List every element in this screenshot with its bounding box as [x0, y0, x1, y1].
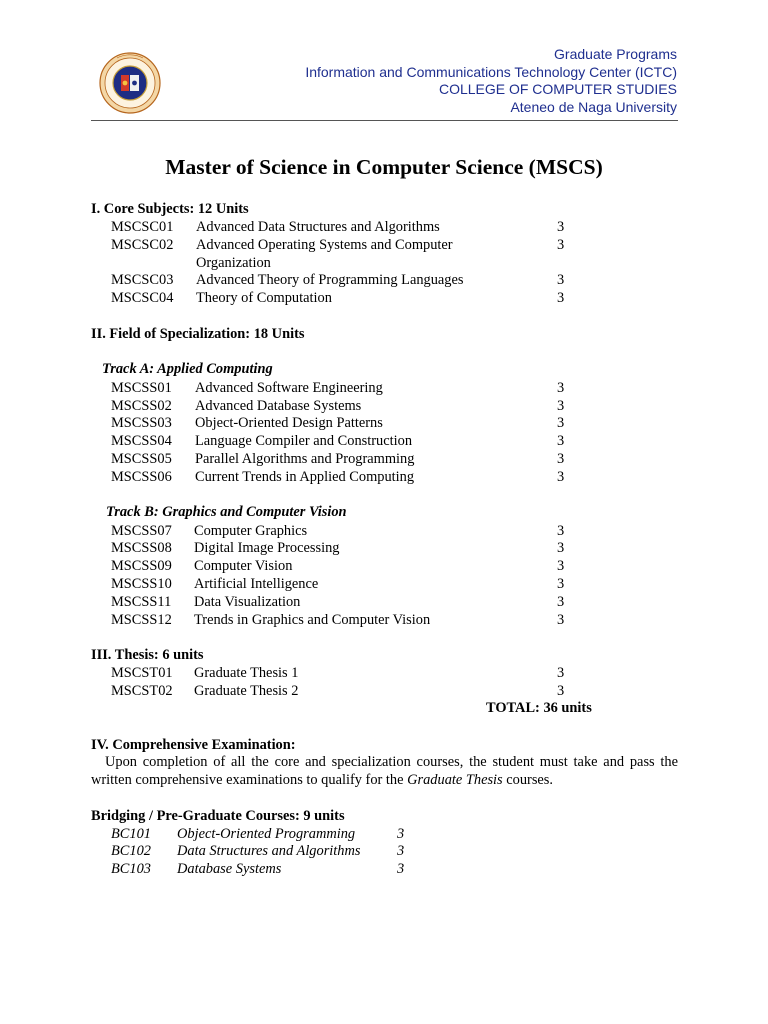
course-code: MSCSS10	[111, 576, 172, 592]
course-name: Computer Graphics	[194, 523, 308, 539]
comprehensive-text-part1: Upon completion of all the core and specialization courses, the student must take and pass the written comprehensive examinations to qualify for the	[91, 754, 678, 788]
course-name: Advanced Software Engineering	[195, 380, 383, 396]
course-units: 3	[557, 540, 565, 556]
course-units: 3	[397, 843, 405, 859]
course-units: 3	[557, 433, 565, 449]
course-units: 3	[557, 683, 565, 699]
course-units: 3	[557, 237, 565, 253]
course-name: Advanced Theory of Programming Languages	[196, 272, 464, 288]
course-name: Current Trends in Applied Computing	[195, 469, 415, 485]
course-code: BC101	[111, 826, 151, 842]
course-name-line2: Organization	[196, 255, 271, 271]
course-units: 3	[557, 612, 565, 628]
course-code: MSCST02	[111, 683, 173, 699]
course-units: 3	[557, 469, 565, 485]
course-code: MSCSC02	[111, 237, 174, 253]
course-units: 3	[557, 576, 565, 592]
course-units: 3	[397, 826, 405, 842]
course-units: 3	[557, 290, 565, 306]
course-code: MSCSS04	[111, 433, 172, 449]
course-code: MSCSS12	[111, 612, 172, 628]
course-name: Digital Image Processing	[194, 540, 340, 556]
course-name: Computer Vision	[194, 558, 293, 574]
course-units: 3	[557, 523, 565, 539]
course-units: 3	[397, 861, 405, 877]
comprehensive-text-part2: courses.	[502, 771, 554, 788]
track-a-heading: Track A: Applied Computing	[102, 361, 273, 377]
header-divider	[91, 120, 678, 121]
header-line-programs: Graduate Programs	[554, 46, 677, 62]
course-units: 3	[557, 398, 565, 414]
course-code: MSCSS02	[111, 398, 172, 414]
document-title: Master of Science in Computer Science (MSCS)	[165, 155, 603, 179]
section-heading-bridging: Bridging / Pre-Graduate Courses: 9 units	[91, 808, 345, 824]
header-line-ictc: Information and Communications Technology Center (ICTC)	[305, 63, 677, 80]
course-code: MSCSC04	[111, 290, 174, 306]
course-code: BC102	[111, 843, 151, 859]
course-name: Advanced Operating Systems and Computer	[196, 237, 453, 253]
course-name: Graduate Thesis 2	[194, 683, 299, 699]
course-units: 3	[557, 380, 565, 396]
course-units: 3	[557, 272, 565, 288]
course-units: 3	[557, 451, 565, 467]
course-units: 3	[557, 415, 565, 431]
course-code: MSCSS09	[111, 558, 172, 574]
track-b-heading: Track B: Graphics and Computer Vision	[106, 504, 347, 520]
institution-header	[305, 46, 677, 116]
course-name: Advanced Data Structures and Algorithms	[196, 219, 440, 235]
course-code: MSCST01	[111, 665, 173, 681]
header-line-university: Ateneo de Naga University	[510, 98, 677, 115]
section-heading-thesis: III. Thesis: 6 units	[91, 647, 204, 663]
course-units: 3	[557, 594, 565, 610]
course-code: MSCSC01	[111, 219, 174, 235]
total-units: TOTAL: 36 units	[486, 700, 592, 716]
course-code: MSCSS01	[111, 380, 172, 396]
course-name: Object-Oriented Design Patterns	[195, 415, 383, 431]
course-name: Database Systems	[177, 861, 282, 877]
course-code: MSCSS05	[111, 451, 172, 467]
course-name: Artificial Intelligence	[194, 576, 319, 592]
course-name: Language Compiler and Construction	[195, 433, 413, 449]
course-code: BC103	[111, 861, 151, 877]
course-units: 3	[557, 558, 565, 574]
course-code: MSCSS07	[111, 523, 172, 539]
comprehensive-paragraph	[91, 754, 678, 790]
course-name: Theory of Computation	[196, 290, 332, 306]
section-heading-comprehensive: IV. Comprehensive Examination:	[91, 737, 296, 753]
course-name: Object-Oriented Programming	[177, 826, 356, 842]
section-heading-specialization: II. Field of Specialization: 18 Units	[91, 326, 305, 342]
course-code: MSCSC03	[111, 272, 174, 288]
course-name: Data Structures and Algorithms	[177, 843, 361, 859]
comprehensive-text-emphasis: Graduate Thesis	[407, 771, 503, 788]
course-name: Parallel Algorithms and Programming	[195, 451, 415, 467]
course-code: MSCSS06	[111, 469, 172, 485]
course-name: Advanced Database Systems	[195, 398, 362, 414]
course-code: MSCSS08	[111, 540, 172, 556]
course-code: MSCSS11	[111, 594, 172, 610]
section-heading-core: I. Core Subjects: 12 Units	[91, 201, 249, 217]
course-code: MSCSS03	[111, 415, 172, 431]
course-name: Graduate Thesis 1	[194, 665, 299, 681]
course-name: Trends in Graphics and Computer Vision	[194, 612, 431, 628]
course-units: 3	[557, 219, 565, 235]
university-seal-logo	[99, 52, 161, 114]
course-name: Data Visualization	[194, 594, 301, 610]
header-line-college: COLLEGE OF COMPUTER STUDIES	[438, 81, 677, 98]
course-units: 3	[557, 665, 565, 681]
